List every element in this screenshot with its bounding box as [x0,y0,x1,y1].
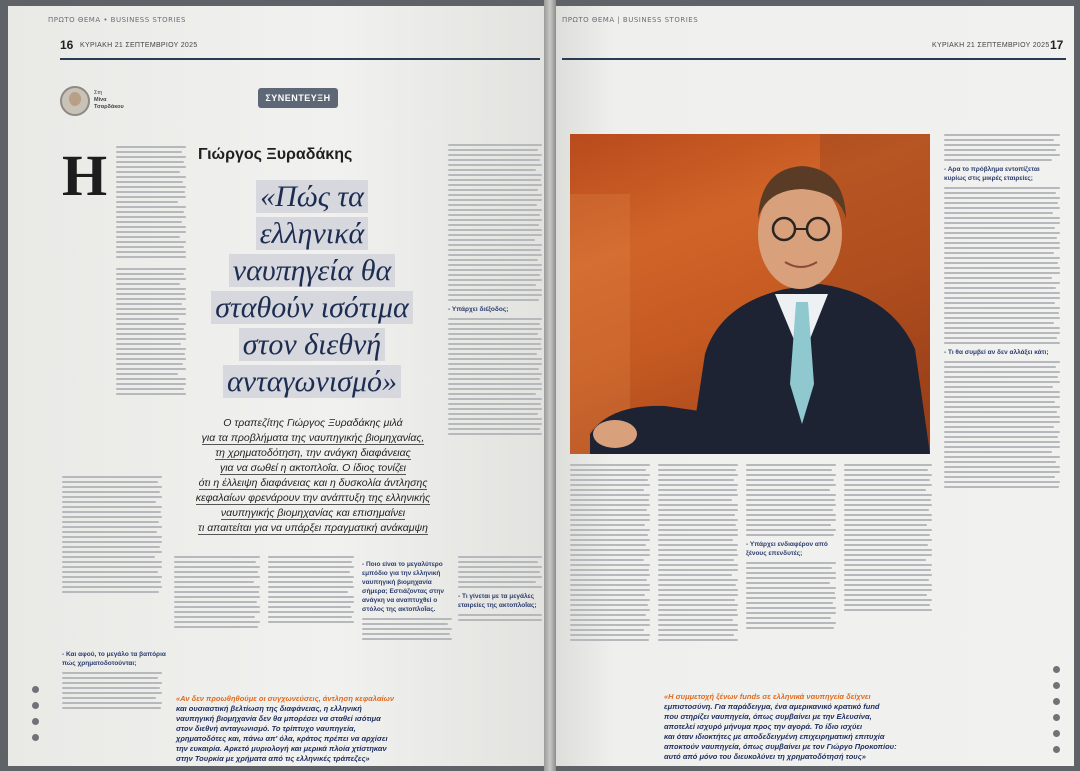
right-body-column [944,134,1062,634]
body-column-5 [458,556,544,691]
right-header-strip: ΠΡΩΤΟ ΘΕΜΑ | BUSINESS STORIES [562,16,699,24]
social-icon [1053,666,1060,673]
right-dateline: ΚΥΡΙΑΚΗ 21 ΣΕΠΤΕΜΒΡΙΟΥ 2025 [932,42,1050,49]
byline: Στη Μίνα Τσαρδάκου [94,90,124,110]
right-pull-quote: «Η συμμετοχή ξένων funds σε ελληνικά ναυπηγεία δείχνει εμπιστοσύνη. Για παράδειγμα, ένα αμερικανικό κρατικό fund που στηρίζει ναυπηγεία, όπως συμβαίνει με την Ελευσίνα, αποτελεί ισχυρό μήνυμα προς την αγορά. Το ίδιο ισχύει και όταν ιδιοκτήτες με αποδεδειγμένη επιχειρηματική επιτυχία αποκτούν ναυπηγεία, όπως συμβαίνει με τον Γιώργο Προκοπίου: αυτό από μόνο του διευκολύνει τη χρηματοδότησή τους» [664,692,897,761]
social-icon [1053,698,1060,705]
social-icon [1053,746,1060,753]
portrait-illustration [570,134,930,454]
right-column-c [746,464,838,686]
left-header-rule [60,58,540,60]
right-page-number: 17 [1050,38,1064,52]
right-column-b [658,464,740,686]
right-column-a [570,464,652,686]
subhead-right-1: - Αρα το πρόβλημα εντοπίζεται κυρίως στις μικρές εταιρείες; [944,166,1040,182]
subhead-right-2: - Τι θα συμβεί αν δεν αλλάξει κάτι; [944,349,1049,356]
left-pull-quote: «Αν δεν προωθηθούμε οι συγχωνεύσεις, άντληση κεφαλαίων και ουσιαστική βελτίωση της διαφάνειας, η ελληνική ναυπηγική βιομηχανία δεν θα μπορέσει να σταθεί ισότιμα στον διεθνή ανταγωνισμό. Το τρίπτυχο ναυπηγεία, χρηματοδότες και, πάνω απ' όλα, κράτος πρέπει να αρχίσει την ευκαιρία. Αρκετό μυριολογή και μερικά πλοία χτίστηκαν στην Τουρκία με χρήματα από τις ελληνικές τράπεζες» [176,694,395,763]
subhead-left-2: - Ποιο είναι το μεγαλύτερο εμπόδιο για την ελληνική ναυπηγική βιομηχανία σήμερα; Εστιάζοντας στην ανάγκη να αναπτυχθεί ο στόλος της ακτοπλοΐας. [362,561,444,613]
section-tag: ΣΥΝΕΝΤΕΥΞΗ [258,88,338,108]
social-icon [1053,682,1060,689]
social-icon [32,734,39,741]
body-column-right [448,144,544,554]
lead-paragraph: Ο τραπεζίτης Γιώργος Ξυραδάκης μιλά για τα προβλήματα της ναυπηγικής βιομηχανίας, τη χρηματοδότηση, την ανάγκη διαφάνειας για να σωθεί η ακτοπλοΐα. Ο ίδιος τονίζει ότι η έλλειψη διαφάνειας και η δυσκολία άντλησης κεφαλαίων φρενάρουν την ανάπτυξη της ελληνικής ναυπηγικής βιομηχανίας και επισημαίνει τι απαιτείται για να υπάρξει πραγματική ανάκαμψη [195,417,431,534]
interviewee-name: Γιώργος Ξυραδάκης [198,146,353,163]
body-column-2 [174,556,262,691]
subhead-right-3: - Υπάρχει ενδιαφέρον από ξένους επενδυτές; [746,541,828,557]
body-column-3 [268,556,356,691]
left-dateline: ΚΥΡΙΑΚΗ 21 ΣΕΠΤΕΜΒΡΙΟΥ 2025 [80,42,198,49]
subhead-left-3: - Τι γίνεται με τα μεγάλες εταιρείες της ακτοπλοΐας; [458,593,537,609]
left-header-strip: ΠΡΩΤΟ ΘΕΜΑ • BUSINESS STORIES [48,16,186,24]
social-icon [1053,714,1060,721]
social-icon [32,686,39,693]
social-icon [32,718,39,725]
subhead-left-1: - Υπάρχει διέξοδος; [448,306,509,313]
left-page-number: 16 [60,38,74,52]
social-icon [1053,730,1060,737]
interviewee-photo [570,134,930,454]
author-avatar [60,86,90,116]
social-icons-left [32,686,39,750]
headline-quote: «Πώς τα ελληνικά ναυπηγεία θα σταθούν ισότιμα στον διεθνή ανταγωνισμό» [186,178,438,400]
subhead-left-4: - Και αφού, το μεγάλο τα βαπόρια πώς χρηματοδοτούνται; [62,651,166,667]
newspaper-fold-gutter [544,0,556,771]
body-column-1-bottom [62,646,166,758]
social-icons-right [1053,666,1060,762]
social-icon [32,702,39,709]
body-column-1-lower [62,476,166,646]
right-header-rule [562,58,1066,60]
drop-cap: Η [62,143,108,208]
body-column-4 [362,556,454,691]
right-column-d [844,464,934,686]
left-newspaper-page [8,6,548,766]
right-newspaper-page [552,6,1074,766]
